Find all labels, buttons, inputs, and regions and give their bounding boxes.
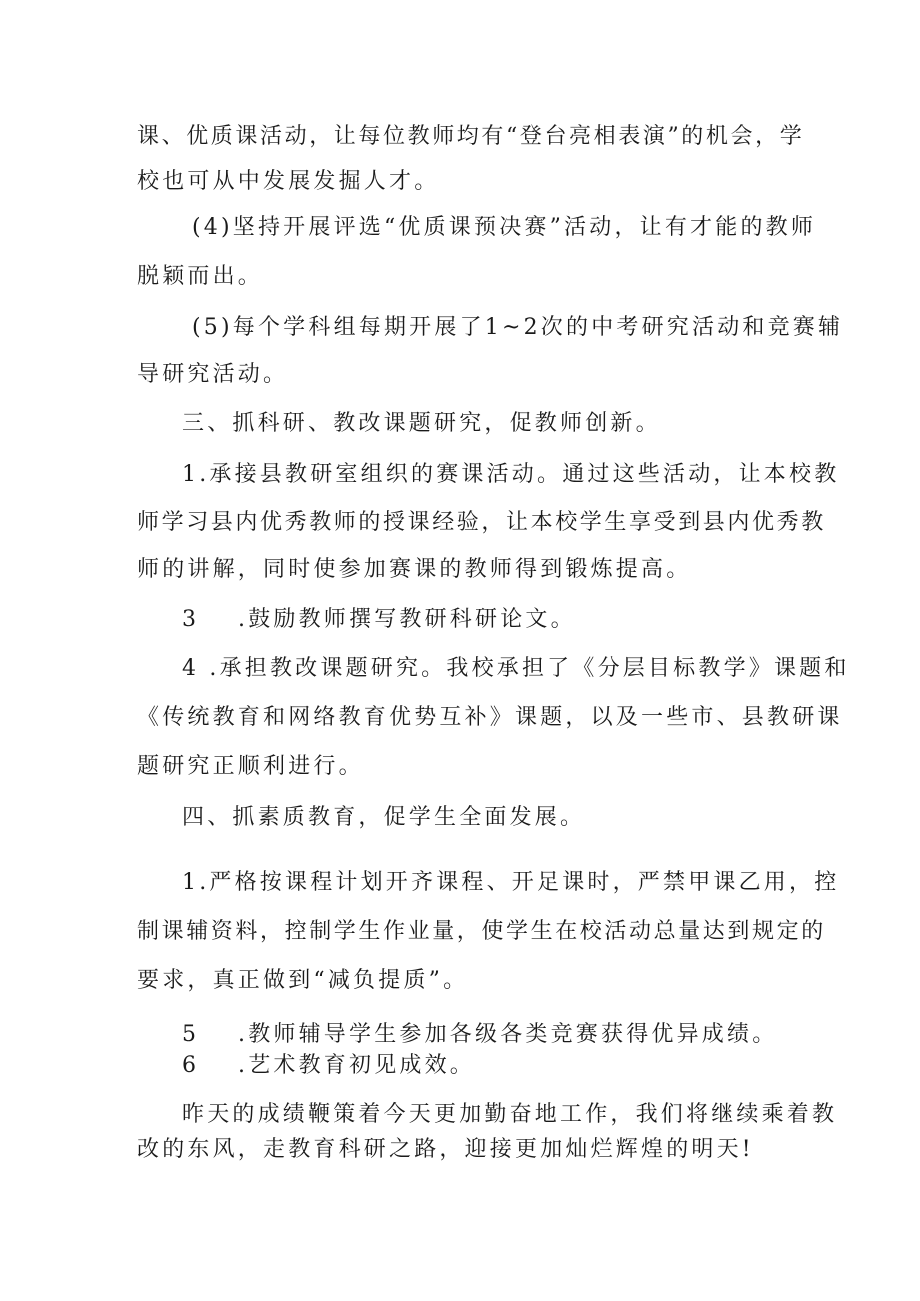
text-line: (4)坚持开展评选“优质课预决赛”活动，让有才能的教师 [192, 215, 817, 240]
list-number: 6 [182, 1053, 200, 1078]
text-line: 脱颖而出。 [137, 264, 264, 289]
list-number: 3 [182, 607, 200, 632]
text-line: (5)每个学科组每期开展了1~2次的中考研究活动和竞赛辅 [192, 315, 844, 340]
list-text: .艺术教育初见成效。 [238, 1053, 475, 1078]
list-number: 5 [182, 1022, 200, 1047]
text-line: 昨天的成绩鞭策着今天更加勤奋地工作，我们将继续乘着教 [182, 1102, 838, 1127]
list-item [182, 605, 576, 635]
text-line: 题研究正顺利进行。 [137, 754, 364, 779]
text-line: 4 .承担教改课题研究。我校承担了《分层目标教学》课题和 [182, 656, 850, 681]
section-heading: 四、抓素质教育，促学生全面发展。 [182, 805, 586, 830]
text-line: 1.严格按课程计划开齐课程、开足课时，严禁甲课乙用，控 [182, 870, 840, 895]
text-line: 《传统教育和网络教育优势互补》课题，以及一些市、县教研课 [137, 705, 843, 730]
text-line: 制课辅资料，控制学生作业量，使学生在校活动总量达到规定的 [137, 919, 826, 944]
list-item [182, 1020, 777, 1050]
section-heading: 三、抓科研、教改课题研究，促教师创新。 [182, 411, 661, 436]
list-item [182, 1051, 475, 1081]
text-line: 导研究活动。 [137, 362, 289, 387]
text-line: 改的东风，走教育科研之路，迎接更加灿烂辉煌的明天! [137, 1137, 754, 1162]
text-line: 1.承接县教研室组织的赛课活动。通过这些活动，让本校教 [182, 462, 840, 487]
text-line: 课、优质课活动，让每位教师均有“登台亮相表演”的机会，学 [137, 124, 805, 149]
list-text: .教师辅导学生参加各级各类竞赛获得优异成绩。 [238, 1022, 778, 1047]
text-line: 校也可从中发展发掘人才。 [137, 169, 440, 194]
text-line: 师的讲解，同时使参加赛课的教师得到锻炼提高。 [137, 557, 692, 582]
list-text: .鼓励教师撰写教研科研论文。 [238, 607, 576, 632]
text-line: 师学习县内优秀教师的授课经验，让本校学生享受到县内优秀教 [137, 510, 826, 535]
text-line: 要求，真正做到“减负提质”。 [137, 968, 469, 993]
